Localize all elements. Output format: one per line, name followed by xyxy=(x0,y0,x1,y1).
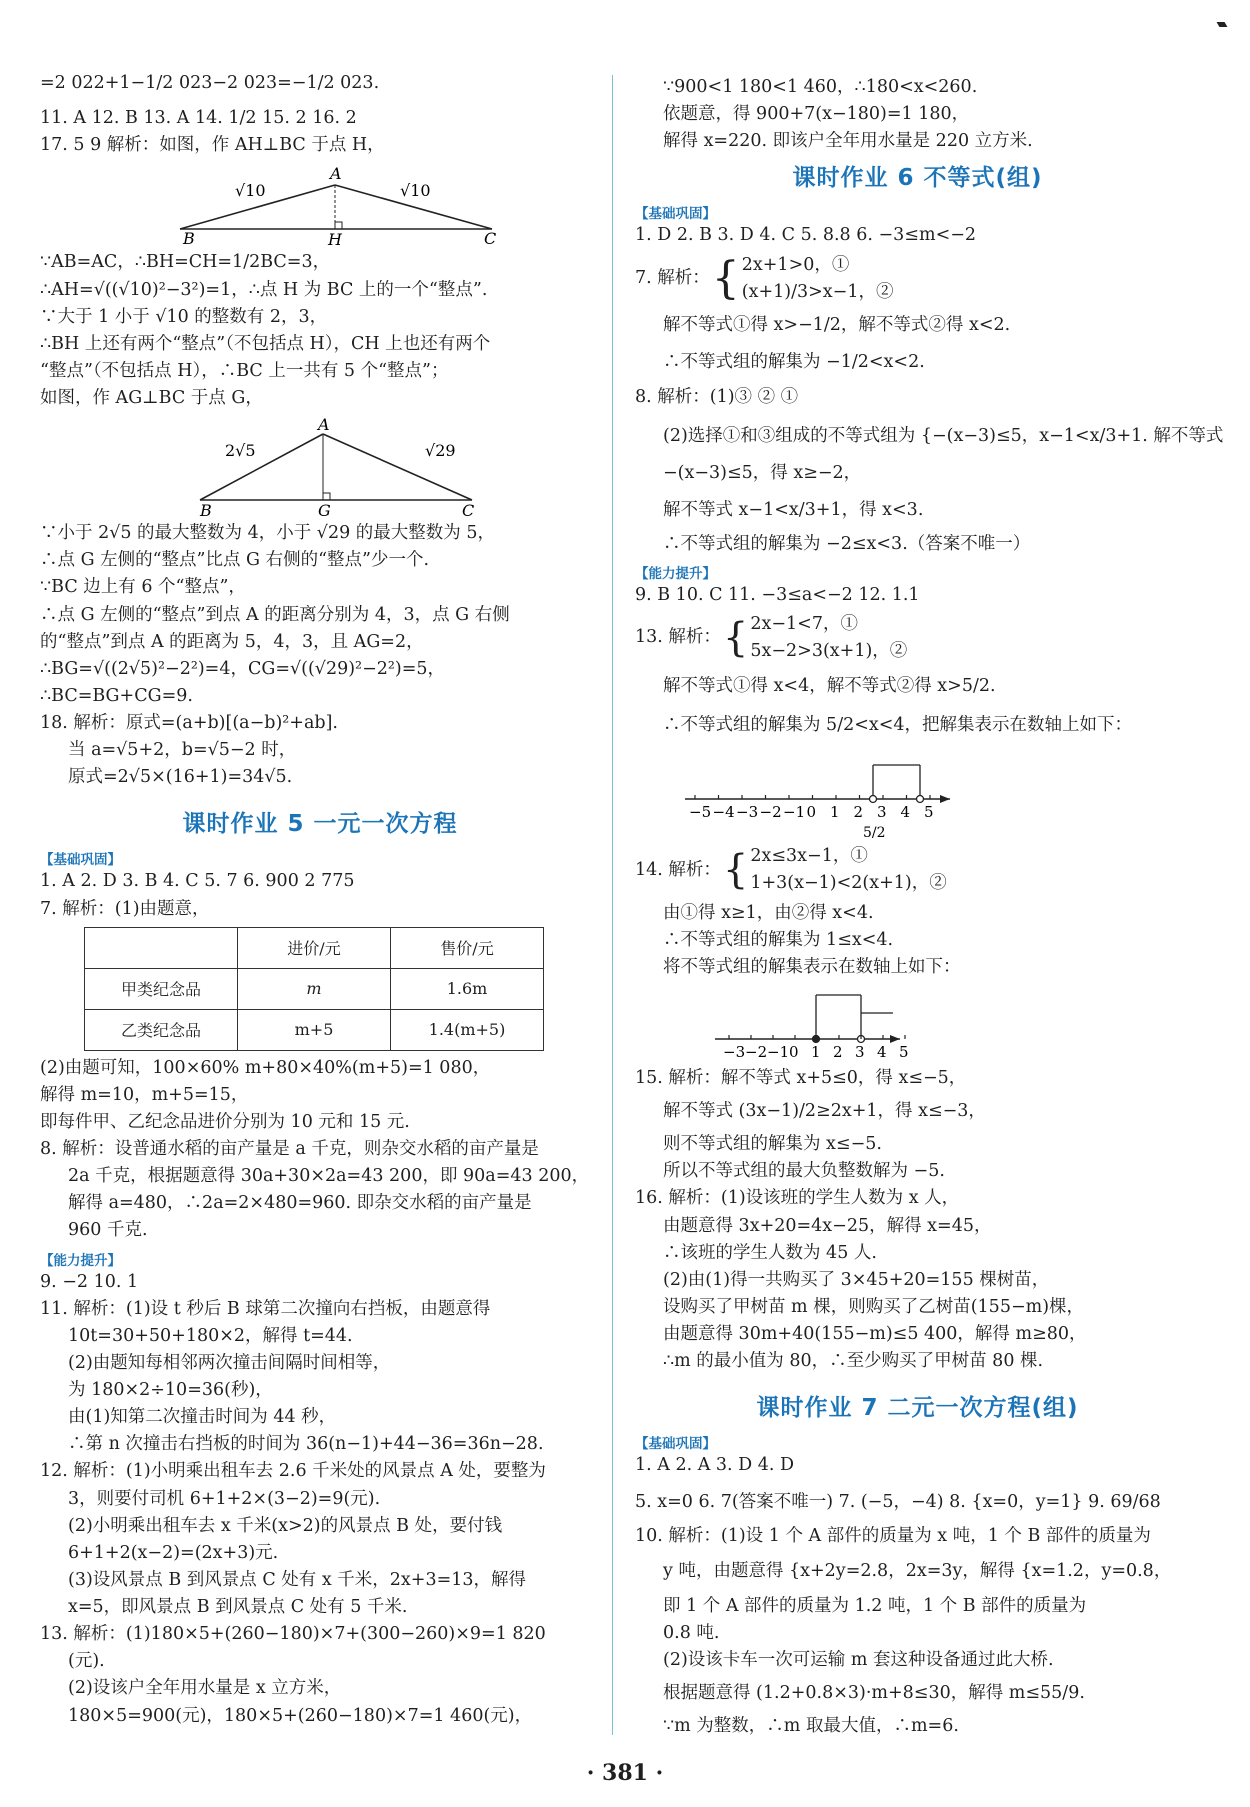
text-line: 11. 解析：(1)设 t 秒后 B 球第二次撞向右挡板，由题意得 xyxy=(40,1298,491,1319)
text-line: x=5，即风景点 B 到风景点 C 处有 5 千米. xyxy=(68,1597,408,1617)
text-line: 原式=2√5×(16+1)=34√5. xyxy=(68,767,293,788)
text-line: 7. 解析：(1)由题意， xyxy=(40,898,210,919)
point-label: A xyxy=(318,415,330,435)
point-label: A xyxy=(330,164,342,184)
text-line: 根据题意得 (1.2+0.8×3)·m+8≤30，解得 m≤55/9. xyxy=(663,1683,1085,1704)
text-line: ∴点 G 左侧的“整点”比点 G 右侧的“整点”少一个. xyxy=(40,550,430,571)
text-line: 解不等式 (3x−1)/2≥2x+1，得 x≤−3， xyxy=(663,1101,986,1121)
section-label-improve: 【能力提升】 xyxy=(635,565,716,582)
text-line: 18. 解析：原式=(a+b)[(a−b)²+ab]. xyxy=(40,713,338,733)
text-line: 6+1+2(x−2)=(2x+3)元. xyxy=(68,1542,279,1563)
text-line: 由①得 x≥1，由②得 x<4. xyxy=(663,902,874,923)
text-line: 15. 解析：解不等式 x+5≤0，得 x≤−5， xyxy=(635,1067,967,1088)
text-line: (2)小明乘出租车去 x 千米(x>2)的风景点 B 处，要付钱 xyxy=(68,1515,503,1536)
text-line: ∴BC=BG+CG=9. xyxy=(40,685,193,706)
text-line: (2)由题知每相邻两次撞击间隔时间相等， xyxy=(68,1352,391,1373)
answer-line: 9. −2 10. 1 xyxy=(40,1271,139,1292)
system-14: 14. 解析： { 2x≤3x−1，① 1+3(x−1)<2(x+1)，② xyxy=(635,843,1200,897)
text-line: (2)选择①和③组成的不等式组为 {−(x−3)≤5，x−1<x/3+1. 解不等式 xyxy=(663,426,1224,447)
text-line: (2)设该卡车一次可运输 m 套这种设备通过此大桥. xyxy=(663,1650,1054,1670)
answer-line: 17. 5 9 解析：如图，作 AH⊥BC 于点 H， xyxy=(40,135,385,156)
text-line: (2)由题可知，100×60% m+80×40%(m+5)=1 080， xyxy=(40,1057,491,1078)
corner-mark xyxy=(1217,22,1228,27)
text-line: 为 180×2÷10=36(秒)， xyxy=(68,1380,273,1400)
text-line: 解得 a=480，∴2a=2×480=960. 即杂交水稻的亩产量是 xyxy=(68,1193,532,1214)
answer-line: 1. D 2. B 3. D 4. C 5. 8.8 6. −3≤m<−2 xyxy=(635,225,977,246)
tick-label: 5 xyxy=(899,1042,909,1061)
text-line: 180×5=900(元)，180×5+(260−180)×7=1 460(元)， xyxy=(68,1705,533,1726)
tick-label: 2 xyxy=(833,1042,843,1061)
text-line: 16. 解析：(1)设该班的学生人数为 x 人， xyxy=(635,1188,960,1209)
text-line: 设购买了甲树苗 m 棵，则购买了乙树苗(155−m)棵， xyxy=(663,1296,1085,1317)
tick-label: −3 xyxy=(736,803,759,822)
edge-label: √10 xyxy=(400,181,431,201)
text-line: (元). xyxy=(68,1651,105,1672)
text-line: y 吨，由题意得 {x+2y=2.8，2x=3y，解得 {x=1.2，y=0.8， xyxy=(663,1560,1172,1581)
tick-label: 1 xyxy=(830,803,840,822)
text-line: 解得 x=220. 即该户全年用水量是 220 立方米. xyxy=(663,131,1033,152)
text-line: 12. 解析：(1)小明乘出租车去 2.6 千米处的风景点 A 处，要整为 xyxy=(40,1461,546,1482)
right-column xyxy=(635,74,1224,1740)
tick-label: −4 xyxy=(712,803,735,822)
tick-label: 3 xyxy=(855,1042,865,1061)
text-line: 解不等式 x−1<x/3+1，得 x<3. xyxy=(663,500,924,521)
text-line: (3)设风景点 B 到风景点 C 处有 x 千米，2x+3=13，解得 xyxy=(68,1569,527,1590)
section-label-basic: 【基础巩固】 xyxy=(40,852,121,869)
table-cell: m xyxy=(238,968,391,1009)
section-title-7: 课时作业 7 二元一次方程(组) xyxy=(756,1395,1079,1422)
text-line: ∴m 的最小值为 80，∴至少购买了甲树苗 80 棵. xyxy=(663,1351,1044,1372)
text-line: ∴不等式组的解集为 −1/2<x<2. xyxy=(663,351,925,372)
text-line: ∵AB=AC，∴BH=CH=1/2BC=3， xyxy=(40,252,331,273)
page-number: · 381 · xyxy=(586,1760,664,1786)
table-row xyxy=(85,968,544,1009)
table-cell: 进价/元 xyxy=(238,927,391,968)
text-line: (x+1)/3>x−1，② xyxy=(741,281,894,302)
text-line: ∴不等式组的解集为 −2≤x<3.（答案不唯一） xyxy=(663,533,1031,554)
table-cell xyxy=(85,927,238,968)
number-line-2 xyxy=(635,983,1200,1063)
table-header-row xyxy=(85,927,544,968)
point-label: H xyxy=(328,230,342,248)
text-line: 当 a=√5+2，b=√5−2 时， xyxy=(68,740,297,761)
text-line: 5x−2>3(x+1)，② xyxy=(750,640,908,661)
section-label-basic: 【基础巩固】 xyxy=(635,206,716,223)
answer-line: 9. B 10. C 11. −3≤a<−2 12. 1.1 xyxy=(635,584,920,605)
text-line: ∴BH 上还有两个“整点”（不包括点 H），CH 上也还有两个 xyxy=(40,333,491,354)
edge-label: √10 xyxy=(235,181,266,201)
text-line: ∵900<1 180<1 460，∴180<x<260. xyxy=(663,77,978,97)
table-cell: m+5 xyxy=(238,1009,391,1050)
table-cell: 1.4(m+5) xyxy=(391,1009,544,1050)
text-line: 将不等式组的解集表示在数轴上如下： xyxy=(663,956,961,977)
tick-label: 0 xyxy=(789,1042,799,1061)
text-line: ∴该班的学生人数为 45 人. xyxy=(663,1242,877,1263)
text-line: 8. 解析：设普通水稻的亩产量是 a 千克，则杂交水稻的亩产量是 xyxy=(40,1139,539,1159)
section-title-5: 课时作业 5 一元一次方程 xyxy=(182,811,458,838)
point-label: B xyxy=(183,229,195,248)
point-label: C xyxy=(484,229,497,248)
text-line: ∴点 G 左侧的“整点”到点 A 的距离分别为 4，3，点 G 右侧 xyxy=(40,604,510,625)
number-line-1 xyxy=(635,741,1200,841)
text-line: 解不等式①得 x<4，解不等式②得 x>5/2. xyxy=(663,676,996,696)
text-line: 如图，作 AG⊥BC 于点 G， xyxy=(40,388,263,408)
answer-line: 11. A 12. B 13. A 14. 1/2 15. 2 16. 2 xyxy=(40,108,357,129)
edge-label: 2√5 xyxy=(225,441,256,461)
text-line: 即每件甲、乙纪念品进价分别为 10 元和 15 元. xyxy=(40,1111,410,1132)
text-line: 依题意，得 900+7(x−180)=1 180， xyxy=(663,104,970,125)
text-line: 13. 解析：(1)180×5+(260−180)×7+(300−260)×9=1 820 xyxy=(40,1624,546,1645)
tick-label: −2 xyxy=(759,803,782,822)
text-line: 解得 m=10，m+5=15， xyxy=(40,1084,249,1105)
answer-line: 1. A 2. A 3. D 4. D xyxy=(635,1455,795,1476)
price-table xyxy=(84,927,544,1051)
text-line: 即 1 个 A 部件的质量为 1.2 吨，1 个 B 部件的质量为 xyxy=(663,1595,1087,1616)
answer-line: 1. A 2. D 3. B 4. C 5. 7 6. 900 2 775 xyxy=(40,871,355,892)
section-title-6: 课时作业 6 不等式(组) xyxy=(792,165,1043,192)
tick-label: 3 xyxy=(877,803,887,822)
text-line: “整点”（不包括点 H），∴BC 上一共有 5 个“整点”； xyxy=(40,360,449,381)
text-line: 7. 解析： xyxy=(635,268,710,289)
text-line: 2x−1<7，① xyxy=(750,613,858,634)
point-label: B xyxy=(200,501,212,519)
tick-label: 1 xyxy=(811,1042,821,1061)
tick-label: −5 xyxy=(689,803,712,822)
tick-label-fraction: 5/2 xyxy=(863,825,886,842)
text-line: 所以不等式组的最大负整数解为 −5. xyxy=(663,1161,945,1182)
tick-label: −3 xyxy=(723,1042,746,1061)
text-line: ∵BC 边上有 6 个“整点”， xyxy=(40,577,246,598)
table-cell: 甲类纪念品 xyxy=(85,968,238,1009)
text-line: 14. 解析： xyxy=(635,859,721,880)
section-label-improve: 【能力提升】 xyxy=(40,1252,121,1269)
text-line: 8. 解析：(1)③ ② ① xyxy=(635,387,799,407)
text-line: ∵大于 1 小于 √10 的整数有 2，3， xyxy=(40,306,328,327)
text-line: ∴不等式组的解集为 5/2<x<4，把解集表示在数轴上如下： xyxy=(663,715,1133,736)
text-line: 2x≤3x−1，① xyxy=(750,846,868,867)
tick-label: −1 xyxy=(767,1042,790,1061)
text-line: (2)设该户全年用水量是 x 立方米， xyxy=(68,1678,342,1699)
tick-label: −1 xyxy=(783,803,806,822)
point-label: G xyxy=(318,501,331,519)
text-line: 则不等式组的解集为 x≤−5. xyxy=(663,1134,882,1155)
text-line: ∵小于 2√5 的最大整数为 4，小于 √29 的最大整数为 5， xyxy=(40,523,495,544)
text-line: ∴不等式组的解集为 1≤x<4. xyxy=(663,929,894,950)
text-line: 960 千克. xyxy=(68,1220,148,1241)
text-line: 10t=30+50+180×2，解得 t=44. xyxy=(68,1325,353,1346)
table-cell: 1.6m xyxy=(391,968,544,1009)
text-line: ∴第 n 次撞击右挡板的时间为 36(n−1)+44−36=36n−28. xyxy=(68,1434,544,1455)
text-line: =2 022+1−1/2 023−2 023=−1/2 023. xyxy=(40,73,380,93)
text-line: 由题意得 30m+40(155−m)≤5 400，解得 m≥80， xyxy=(663,1324,1087,1344)
text-line: 1+3(x−1)<2(x+1)，② xyxy=(750,873,947,894)
text-line: ∴BG=√((2√5)²−2²)=4，CG=√((√29)²−2²)=5， xyxy=(40,658,446,679)
section-label-basic: 【基础巩固】 xyxy=(635,1436,716,1453)
system-13: 13. 解析： { 2x−1<7，① 5x−2>3(x+1)，② xyxy=(635,611,1200,665)
text-line: 由题意得 3x+20=4x−25，解得 x=45， xyxy=(663,1215,992,1236)
tick-label: 5 xyxy=(924,803,934,822)
text-line: 3，则要付司机 6+1+2×(3−2)=9(元). xyxy=(68,1488,381,1509)
text-line: 由(1)知第二次撞击时间为 44 秒， xyxy=(68,1407,337,1428)
text-line: 2a 千克，根据题意得 30a+30×2a=43 200，即 90a=43 200， xyxy=(68,1166,590,1187)
tick-label: 0 xyxy=(806,803,817,822)
text-line: ∴AH=√((√10)²−3²)=1，∴点 H 为 BC 上的一个“整点”. xyxy=(40,279,488,300)
text-line: 0.8 吨. xyxy=(663,1622,720,1643)
triangle-figure-2 xyxy=(40,414,600,518)
answer-line: 5. x=0 6. 7(答案不唯一) 7. (−5，−4) 8. {x=0，y=1} 9. 69/68 xyxy=(635,1492,1161,1513)
tick-label: 4 xyxy=(877,1042,887,1061)
tick-label: 4 xyxy=(900,803,911,822)
text-line: ∵m 为整数，∴m 取最大值，∴m=6. xyxy=(663,1716,959,1737)
text-line: 2x+1>0，① xyxy=(741,254,850,275)
edge-label: √29 xyxy=(425,441,456,461)
point-label: C xyxy=(462,501,475,519)
system-7: 7. 解析： { 2x+1>0，① (x+1)/3>x−1，② xyxy=(635,252,1200,306)
table-row xyxy=(85,1009,544,1050)
text-line: 的“整点”到点 A 的距离为 5，4，3，且 AG=2， xyxy=(40,631,424,652)
column-divider xyxy=(612,75,613,1735)
text-line: (2)由(1)得一共购买了 3×45+20=155 棵树苗， xyxy=(663,1269,1050,1290)
text-line: 13. 解析： xyxy=(635,627,721,648)
triangle-figure-1 xyxy=(40,161,600,247)
table-cell: 乙类纪念品 xyxy=(85,1009,238,1050)
table-cell: 售价/元 xyxy=(391,927,544,968)
left-column xyxy=(40,70,600,1730)
tick-label: 2 xyxy=(853,803,864,822)
text-line: 解不等式①得 x>−1/2，解不等式②得 x<2. xyxy=(663,314,1011,335)
text-line: 10. 解析：(1)设 1 个 A 部件的质量为 x 吨，1 个 B 部件的质量为 xyxy=(635,1525,1151,1546)
tick-label: −2 xyxy=(745,1042,768,1061)
text-line: −(x−3)≤5，得 x≥−2， xyxy=(663,463,862,484)
